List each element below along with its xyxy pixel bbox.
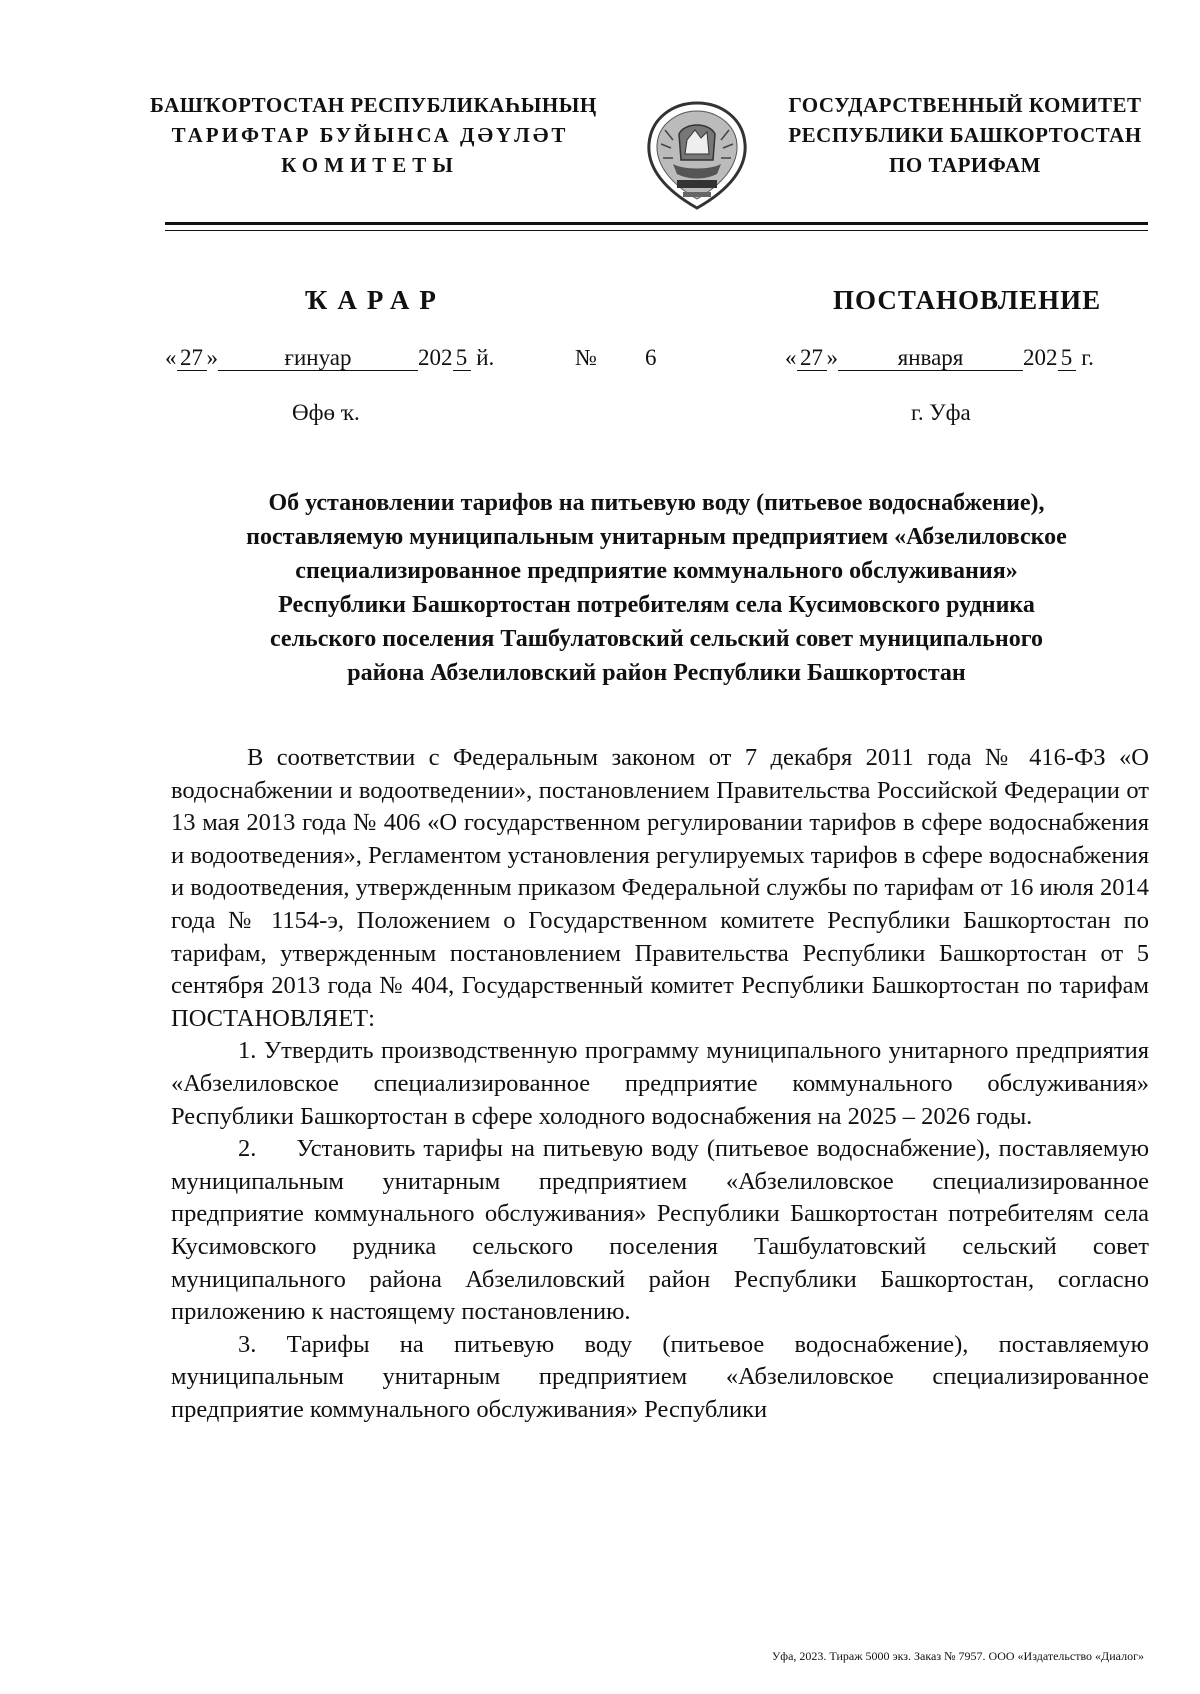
city-bashkir: Өфө ҡ.: [292, 400, 360, 425]
date-bashkir-day: 27: [177, 346, 207, 371]
title-line-6: района Абзелиловский район Республики Башкортостан: [347, 660, 966, 686]
title-line-1: Об установлении тарифов на питьевую воду (питьевое водоснабжение),: [268, 490, 1045, 516]
date-bashkir-year-prefix: 202: [418, 345, 453, 370]
date-bashkir-quote-close: »: [206, 345, 218, 370]
date-russian-year-prefix: 202: [1023, 345, 1058, 370]
document-title: [165, 486, 1148, 690]
doc-type-russian: ПОСТАНОВЛЕНИЕ: [833, 285, 1102, 315]
date-bashkir-suffix: й.: [476, 345, 495, 370]
date-bashkir-year-digit: 5: [453, 346, 471, 371]
date-bashkir: [165, 345, 494, 371]
date-russian: [785, 345, 1094, 371]
header-bashkir-line-3: КОМИТЕТЫ: [281, 153, 459, 177]
date-russian-year-digit: 5: [1058, 346, 1076, 371]
header-rule-thick: [165, 222, 1148, 225]
header-rule-thin: [165, 230, 1148, 231]
date-russian-quote-close: »: [826, 345, 838, 370]
date-bashkir-month: ғинуар: [218, 346, 418, 371]
print-imprint: Уфа, 2023. Тираж 5000 экз. Заказ № 7957. ООО «Издательство «Диалог»: [771, 1649, 1144, 1663]
doc-type-bashkir: ҠАРАР: [305, 285, 446, 315]
header-russian-line-1: ГОСУДАРСТВЕННЫЙ КОМИТЕТ: [788, 93, 1142, 117]
date-russian-month: января: [838, 346, 1023, 371]
header-russian: [770, 90, 1160, 180]
date-russian-day: 27: [797, 346, 827, 371]
header-russian-line-3: ПО ТАРИФАМ: [889, 153, 1041, 177]
header-bashkir-line-1: БАШҠОРТОСТАН РЕСПУБЛИКАҺЫНЫҢ: [150, 93, 597, 117]
header-bashkir: [150, 90, 597, 180]
document-body: [171, 742, 1156, 1426]
title-line-4: Республики Башкортостан потребителям села Кусимовского рудника: [278, 592, 1035, 618]
title-line-2: поставляемую муниципальным унитарным предприятием «Абзелиловское: [246, 524, 1067, 550]
date-bashkir-quote-open: «: [165, 345, 177, 370]
header-russian-line-2: РЕСПУБЛИКИ БАШКОРТОСТАН: [788, 123, 1142, 147]
body-item-3: 3. Тарифы на питьевую воду (питьевое водоснабжение), поставляемую муниципальным унитарным предприятием «Абзелиловское специализированное предприятие коммунального обслуживания» Республики: [171, 1330, 1149, 1423]
header-bashkir-line-2: ТАРИФТАР БУЙЫНСА ДӘҮЛӘТ: [171, 123, 569, 147]
body-item-2: 2. Установить тарифы на питьевую воду (питьевое водоснабжение), поставляемую муниципальным унитарным предприятием «Абзелиловское специализированное предприятие коммунального обслуживания» Республики Башкортостан потребителям села Кусимовского рудника сельского поселения Ташбулатовский сельский совет муниципального района Абзелиловский район Республики Башкортостан, согласно приложению к настоящему постановлению.: [171, 1135, 1156, 1326]
body-preamble: В соответствии с Федеральным законом от 7 декабря 2011 года № 416-ФЗ «О водоснабжении и водоотведении», постановлением Правительства Российской Федерации от 13 мая 2013 года № 406 «О государственном регулировании тарифов в сфере водоснабжения и водоотведения», Регламентом установления регулируемых тарифов в сфере водоснабжения и водоотведения, утвержденным приказом Федеральной службы по тарифам от 16 июля 2014 года № 1154-э, Положением о Государственном комитете Республики Башкортостан по тарифам, утвержденным постановлением Правительства Республики Башкортостан от 5 сентября 2013 года № 404, Государственный комитет Республики Башкортостан по тарифам ПОСТАНОВЛЯЕТ:: [171, 744, 1149, 1032]
date-russian-suffix: г.: [1081, 345, 1094, 370]
document-number: 6: [645, 345, 657, 370]
body-item-1: 1. Утвердить производственную программу муниципального унитарного предприятия «Абзелиловское специализированное предприятие коммунального обслуживания» Республики Башкортостан в сфере холодного водоснабжения на 2025 – 2026 годы.: [171, 1037, 1149, 1130]
title-line-3: специализированное предприятие коммунального обслуживания»: [295, 558, 1018, 584]
city-russian: г. Уфа: [911, 400, 971, 425]
coat-of-arms-icon: [643, 100, 751, 212]
number-sign: №: [575, 345, 597, 370]
title-line-5: сельского поселения Ташбулатовский сельский совет муниципального: [269, 626, 1043, 652]
date-russian-quote-open: «: [785, 345, 797, 370]
